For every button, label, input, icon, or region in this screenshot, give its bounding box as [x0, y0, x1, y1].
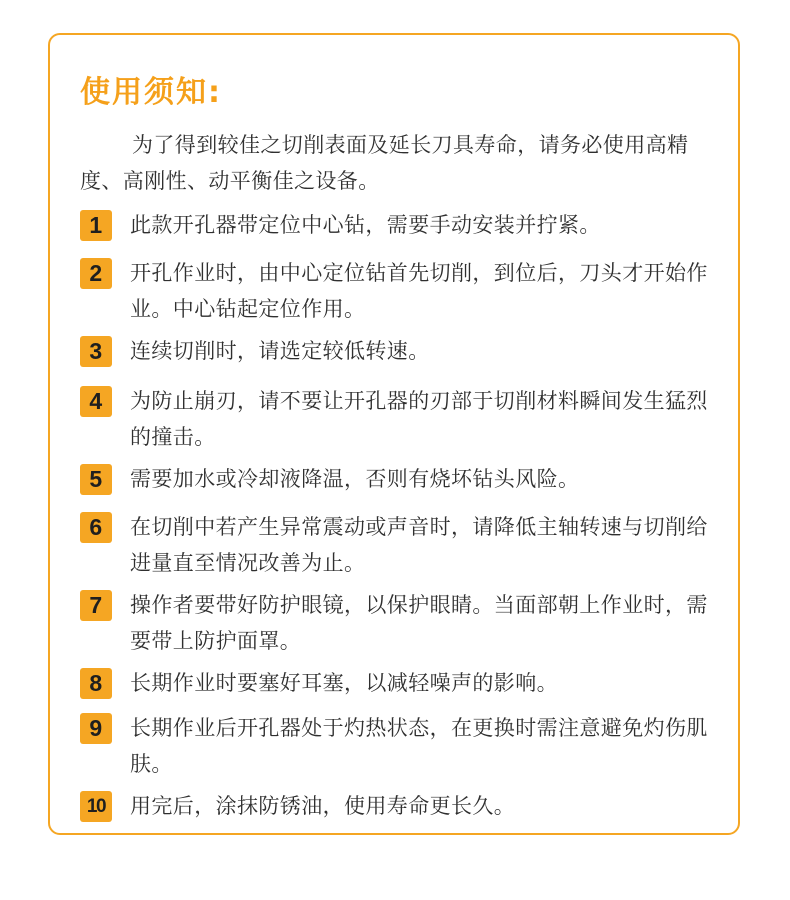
- item-text: 用完后，涂抹防锈油，使用寿命更长久。: [130, 794, 516, 818]
- notice-item-1: [80, 207, 720, 255]
- notice-item-8: [80, 665, 720, 710]
- item-text: 需要加水或冷却液降温，否则有烧坏钻头风险。: [130, 467, 580, 491]
- item-text: 开孔作业时，由中心定位钻首先切削，到位后，刀头才开始作业。中心钻起定位作用。: [130, 261, 708, 321]
- item-text: 为防止崩刃，请不要让开孔器的刃部于切削材料瞬间发生猛烈的撞击。: [130, 389, 708, 449]
- notice-intro: 为了得到较佳之切削表面及延长刀具寿命，请务必使用高精度、高刚性、动平衡佳之设备。: [80, 133, 689, 193]
- notice-item-2: [80, 255, 720, 333]
- item-text: 连续切削时，请选定较低转速。: [130, 339, 430, 363]
- notice-item-3: [80, 333, 720, 383]
- item-number-badge: 1: [80, 210, 112, 241]
- item-number-badge: 3: [80, 336, 112, 367]
- item-number-badge: 4: [80, 386, 112, 417]
- item-text: 此款开孔器带定位中心钻，需要手动安装并拧紧。: [130, 213, 601, 237]
- item-text: 长期作业后开孔器处于灼热状态，在更换时需注意避免灼伤肌肤。: [130, 716, 708, 776]
- item-number-badge: 8: [80, 668, 112, 699]
- item-number-badge: 10: [80, 791, 112, 822]
- item-number-badge: 9: [80, 713, 112, 744]
- item-text: 操作者要带好防护眼镜，以保护眼睛。当面部朝上作业时，需要带上防护面罩。: [130, 593, 708, 653]
- notice-item-4: [80, 383, 720, 461]
- item-text: 在切削中若产生异常震动或声音时，请降低主轴转速与切削给进量直至情况改善为止。: [130, 515, 708, 575]
- notice-item-9: [80, 710, 720, 788]
- notice-item-6: [80, 509, 720, 587]
- item-number-badge: 7: [80, 590, 112, 621]
- usage-notice-card: [48, 33, 740, 835]
- item-number-badge: 5: [80, 464, 112, 495]
- item-number-badge: 6: [80, 512, 112, 543]
- notice-item-5: [80, 461, 720, 509]
- item-text: 长期作业时要塞好耳塞，以减轻噪声的影响。: [130, 671, 558, 695]
- item-number-badge: 2: [80, 258, 112, 289]
- notice-item-7: [80, 587, 720, 665]
- notice-title: 使用须知:: [80, 75, 222, 110]
- notice-item-10: [80, 788, 720, 836]
- notice-list: [80, 207, 720, 836]
